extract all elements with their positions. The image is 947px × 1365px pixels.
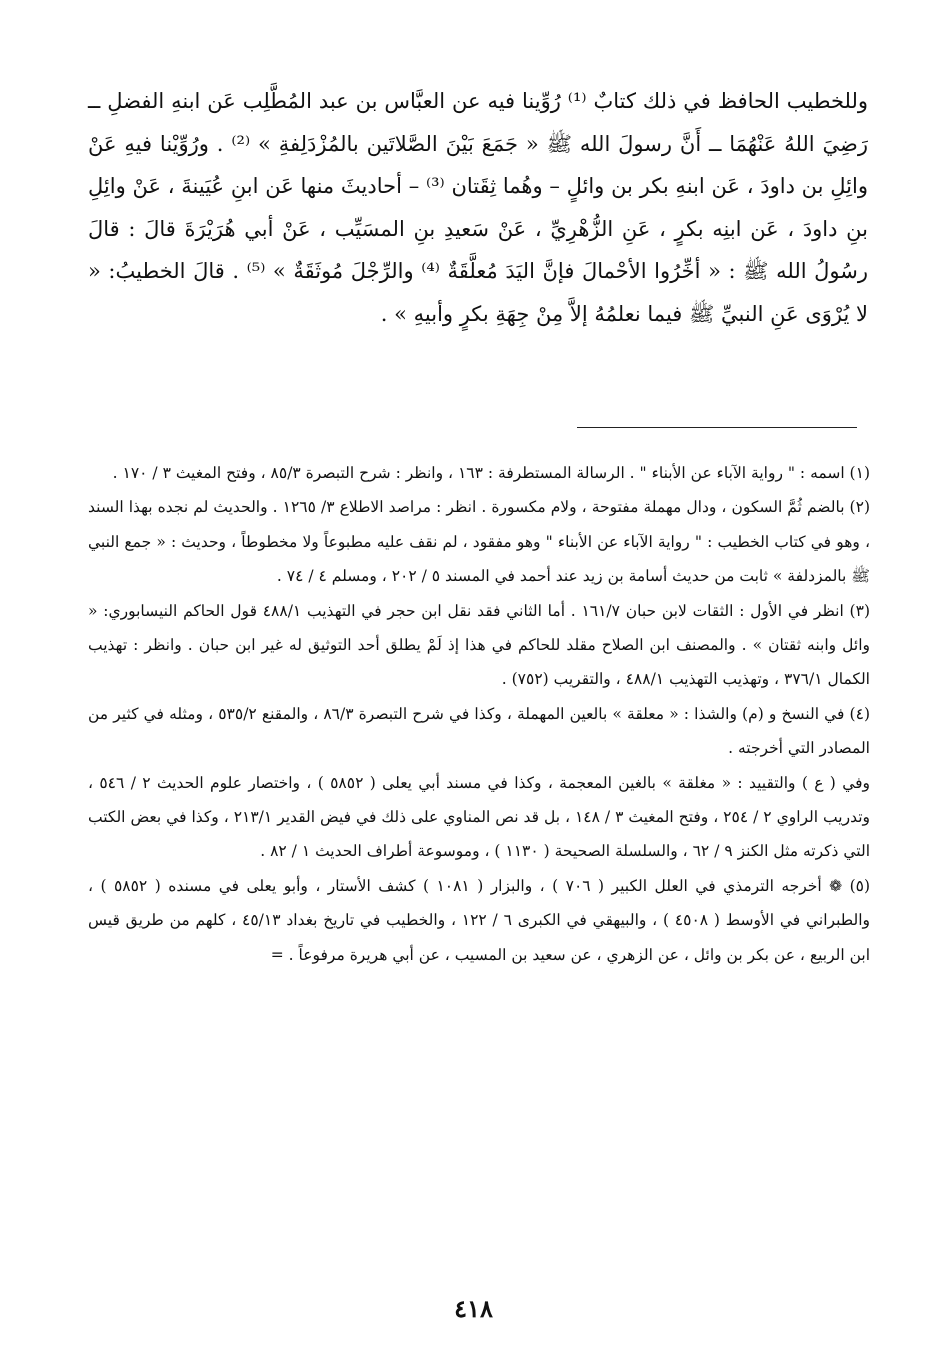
main-text-block	[88, 80, 868, 335]
footnote-4-continuation: وفي ( ع ) والتقييد : « مغلقة » بالغين المعجمة ، وكذا في مسند أبي يعلى ( ٥٨٥٢ ) ، واختصار علوم الحديث ٢ / ٥٤٦ ، وتدريب الراوي ٢ / ٢٥٤ ، وفتح المغيث ٣ / ١٤٨ ، بل قد نص المناوي على ذلك في فيض القدير ٢١٣/١ ، وكذا في بعض الكتب التي ذكرته مثل الكنز ٩ / ٦٢ ، والسلسلة الصحيحة ( ١١٣٠ ) ، وموسوعة أطراف الحديث ١ / ٨٢ .	[88, 773, 871, 861]
footnote-4: (٤) في النسخ و (م) والشذا : « معلقة » بالعين المهملة ، وكذا في شرح التبصرة ٨٦/٣ ، والمقنع ٥٣٥/٢ ، ومثله في كثير من المصادر التي أخرجته .	[88, 704, 870, 758]
footnote-2: (٢) بالضم ثُمَّ السكون ، ودال مهملة مفتوحة ، ولام مكسورة . انظر : مراصد الاطلاع ٣/ ١٢٦٥ . والحديث لم نجده بهذا السند ، وهو في كتاب الخطيب : " رواية الآباء عن الأبناء " وهو مفقود ، لم نقف عليه مطبوعاً ولا مخطوطاً ، وحديث : « جمع النبي ﷺ بالمزدلفة » ثابت من حديث أسامة بن زيد عند أحمد في المسند ٥ / ٢٠٢ ، ومسلم ٤ / ٧٤ .	[88, 498, 870, 586]
footnote-1: (١) اسمه : " رواية الآباء عن الأبناء " . الرسالة المستطرفة : ١٦٣ ، وانظر : شرح التبصرة ٨٥/٣ ، وفتح المغيث ٣ / ١٧٠ .	[112, 464, 870, 482]
footnote-5: (٥) ❁ أخرجه الترمذي في العلل الكبير ( ٧٠٦ ) ، والبزار ( ١٠٨١ ) كشف الأستار ، وأبو يعلى في مسنده ( ٥٨٥٢ ) ، والطبراني في الأوسط ( ٤٥٠٨ ) ، والبيهقي في الكبرى ٦ / ١٢٢ ، والخطيب في تاريخ بغداد ٤٥/١٣ ، كلهم من طريق قيس ابن الربيع ، عن بكر بن وائل ، عن الزهري ، عن سعيد بن المسيب ، عن أبي هريرة مرفوعاً . =	[88, 876, 871, 964]
footnote-separator	[577, 427, 857, 428]
footnote-3: (٣) انظر في الأول : الثقات لابن حبان ١٦١/٧ . أما الثاني فقد نقل ابن حجر في التهذيب ٤٨٨/١ قول الحاكم النيسابوري: « وائل وابنه ثقتان » . والمصنف ابن الصلاح مقلد للحاكم في هذا إذ لَمْ يطلق أحد التوثيق له غير ابن حبان . وانظر : تهذيب الكمال ٣٧٦/١ ، وتهذيب التهذيب ٤٨٨/١ ، والتقريب (٧٥٢) .	[88, 601, 870, 689]
footnotes-section	[88, 456, 870, 972]
page-number: ٤١٨	[454, 1294, 493, 1323]
main-paragraph: وللخطيب الحافظ في ذلك كتابٌ ⁽¹⁾ رُوِّينا فيه عن العبَّاس بن عبد المُطَّلِب عَن ابنهِ الفضلِ ــ رَضِيَ اللهُ عَنْهُمَا ــ أَنَّ رسولَ الله ﷺ « جَمَعَ بَيْنَ الصَّلاتَين بالمُزْدَلِفةِ » ⁽²⁾ . ورُوِّيْنا فيهِ عَنْ وائِلِ بن داودَ ، عَن ابنهِ بكر بن وائلٍ – وهُما ثِقَتان ⁽³⁾ – أحاديثَ منها عَن ابنِ عُيَينةَ ، عَنْ وائِلِ بنِ داودَ ، عَن ابنِه بكرٍ ، عَنِ الزُّهْرِيِّ ، عَنْ سَعيدِ بنِ المسَيِّب ، عَنْ أبي هُرَيْرَةَ قالَ : قالَ رسُولُ الله ﷺ : « أخِّرُوا الأحْمالَ فإنَّ اليَدَ مُعلَّقَةٌ ⁽⁴⁾ والرِّجْلَ مُوثَقَةٌ » ⁽⁵⁾ . قالَ الخطيبُ: « لا يُرْوَى عَنِ النبيِّ ﷺ فيما نعلمُهُ إلاَّ مِنْ جِهَةِ بكرٍ وأبيهِ » .	[88, 89, 868, 326]
